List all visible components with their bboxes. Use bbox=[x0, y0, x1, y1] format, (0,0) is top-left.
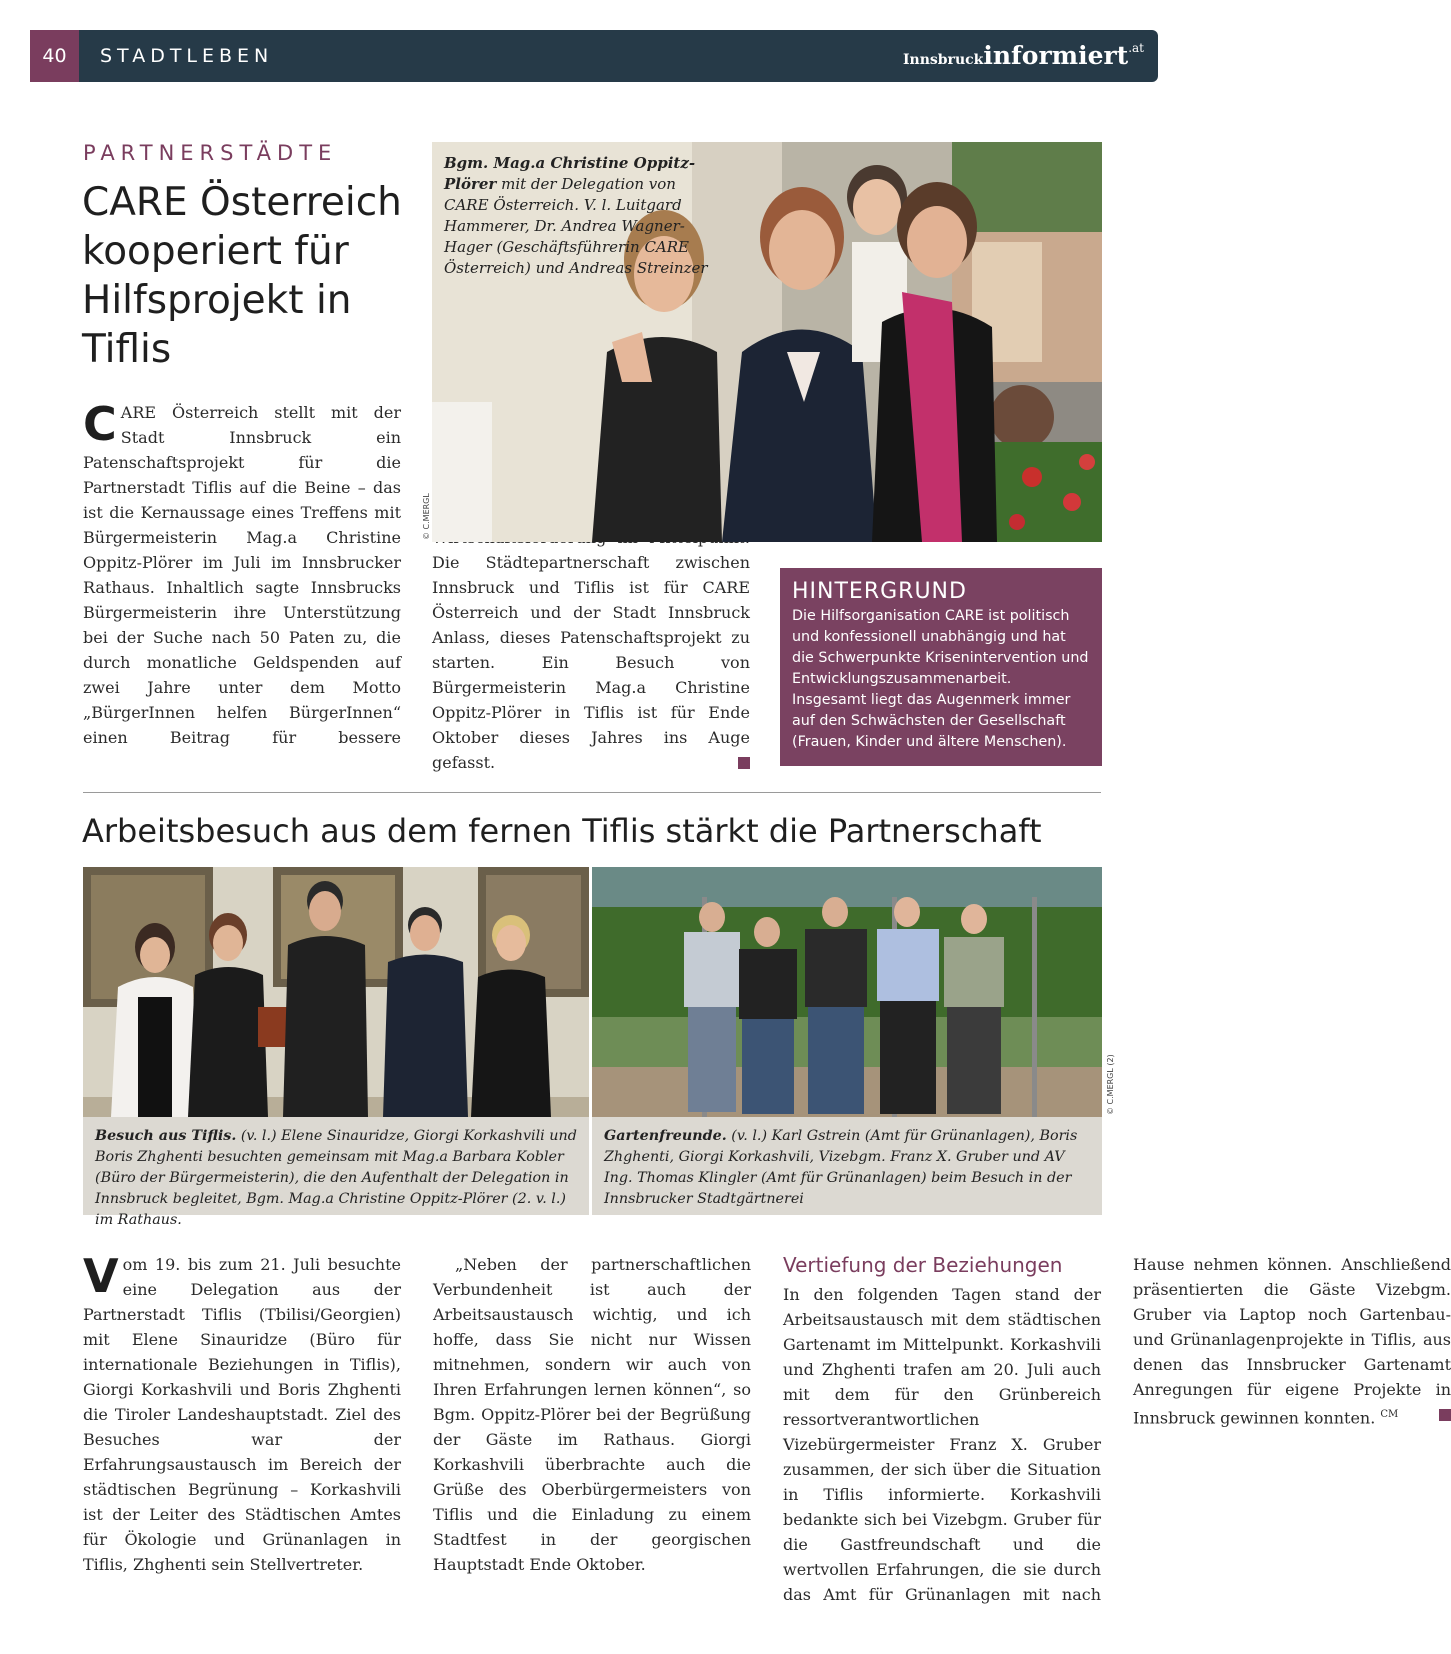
photo-caption bbox=[444, 153, 719, 279]
box-heading: HINTERGRUND bbox=[792, 579, 967, 604]
photo-credit-2: © C.MERGL (2) bbox=[1106, 1054, 1115, 1115]
photo-caption-right bbox=[592, 1117, 1102, 1215]
logo-prefix: Innsbruck bbox=[902, 52, 984, 68]
drop-cap-2: V bbox=[83, 1249, 119, 1303]
article1-text: ARE Österreich stellt mit der Stadt Innsbruck ein Patenschaftsprojekt für die Partnerstadt Tiflis auf die Beine – das ist die Kernaussage eines Treffens mit Bürgermeisterin Mag.a Christine Oppitz-Plörer im Juli im Innsbrucker Rathaus. Inhaltlich sagte Innsbrucks Bürgermeisterin ihre Unterstützung bei der Suche nach 50 Paten zu, die durch monatliche Geldspenden auf zwei Jahre unter dem Motto „BürgerInnen helfen BürgerInnen“ einen Beitrag für bessere bbox=[83, 403, 401, 747]
article2-text-1: om 19. bis zum 21. Juli besuchte eine Delegation aus der Partnerstadt Tiflis (Tbilisi/Georgien) mit Elene Sinauridze (Büro für internationale Beziehungen in Tiflis), Giorgi Korkashvili und Boris Zhghenti die Tiroler Landeshauptstadt. Ziel des Besuches war der Erfahrungsaustausch im Bereich der städtischen Begrünung – Korkashvili ist der Leiter des Städtischen Amtes für Ökologie und Grünanlagen in Tiflis, Zhghenti sein Stellvertreter. bbox=[83, 1255, 401, 1574]
article2-title: Arbeitsbesuch aus dem fernen Tiflis stärkt die Partnerschaft bbox=[82, 812, 1042, 850]
article2-text-3: In den folgenden Tagen stand der Arbeitsaustausch mit dem städtischen Gartenamt im Mittelpunkt. Korkashvili und Zhghenti trafen am 20. Juli auch mit dem für den Grünbereich ressortverantwortlichen Vizebürgermeister Franz X. Gruber zusammen, der sich über die Situation in Tiflis informierte. Korkashvili bedankte sich bei Vizebgm. Gruber für die Gastfreundschaft und die wertvollen Erfahrungen, die sie durch das Amt für Grünanlagen mit nach Hause nehmen können. Anschließend präsentierten die Gäste Vizebgm. Gruber via Laptop noch Gartenbau- und Grünanlagenprojekte in Tiflis, aus denen das Innsbrucker Gartenamt Anregungen für eigene Projekte in Innsbruck gewinnen konnten. bbox=[783, 1255, 1451, 1604]
photo-caption-left bbox=[83, 1117, 589, 1228]
drop-cap: C bbox=[83, 397, 117, 451]
background-info-box bbox=[780, 568, 1102, 766]
author-signature: CM bbox=[1380, 1409, 1399, 1420]
photo-credit: © C.MERGL bbox=[422, 493, 431, 540]
caption-text: mit der Delegation von CARE Österreich. V. l. Luitgard Hammerer, Dr. Andrea Wagner-Hager (Geschäftsführerin CARE Österreich) und Andreas Streinzer bbox=[444, 175, 708, 277]
logo-main: informiert bbox=[983, 41, 1129, 70]
photo-visit-town-hall bbox=[83, 867, 589, 1117]
section-divider bbox=[83, 792, 1101, 793]
article2-paragraph-2 bbox=[433, 1252, 751, 1577]
article-title: CARE Österreich kooperiert für Hilfsprojekt in Tiflis bbox=[82, 180, 402, 372]
page-header bbox=[30, 30, 1158, 82]
caption-right-bold: Gartenfreunde. bbox=[604, 1128, 727, 1144]
article2-text-2: „Neben der partnerschaftlichen Verbundenheit ist auch der Arbeitsaustausch wichtig, und ich hoffe, dass Sie nicht nur Wissen mitnehmen, sondern wir auch von Ihren Erfahrungen lernen können“, so Bgm. Oppitz-Plörer bei der Begrüßung der Gäste im Rathaus. Giorgi Korkashvili überbrachte auch die Grüße des Oberbürgermeisters von Tiflis und die Einladung zu einem Stadtfest in der georgischen Hauptstadt Ende Oktober. bbox=[433, 1255, 751, 1574]
section-title: STADTLEBEN bbox=[100, 45, 274, 67]
page-number: 40 bbox=[30, 30, 79, 82]
article2-paragraph-3 bbox=[783, 1252, 1451, 1612]
end-mark bbox=[738, 757, 750, 769]
caption-bold: Bgm. Mag.a Christine Oppitz-Plörer bbox=[444, 154, 696, 193]
article2-column-1 bbox=[83, 1249, 1451, 1612]
article1-text-2: Die Städtepartnerschaft zwischen Innsbruck und Tiflis ist für CARE Österreich und der Stadt Innsbruck Anlass, dieses Patenschaftsprojekt zu starten. Ein Besuch von Bürgermeisterin Mag.a Christine Oppitz-Plörer in Tiflis ist für Ende Oktober dieses Jahres ins Auge gefasst. bbox=[432, 553, 750, 772]
end-mark-2 bbox=[1439, 1409, 1451, 1421]
box-text: Die Hilfsorganisation CARE ist politisch und konfessionell unabhängig und hat die Schwerpunkte Krisenintervention und Entwicklungszusammenarbeit. Insgesamt liegt das Augenmerk immer auf den Schwächsten der Gesellschaft (Frauen, Kinder und ältere Menschen). bbox=[792, 608, 1089, 750]
article-kicker: PARTNERSTÄDTE bbox=[83, 141, 338, 165]
photo-city-nursery bbox=[592, 867, 1102, 1117]
article2-subheading: Vertiefung der Beziehungen bbox=[783, 1253, 1063, 1277]
caption-left-bold: Besuch aus Tiflis. bbox=[95, 1128, 237, 1144]
article2-paragraph-1 bbox=[83, 1249, 401, 1577]
caption-left-text: (v. l.) Elene Sinauridze, Giorgi Korkashvili und Boris Zhghenti besuchten gemeinsam mit Mag.a Barbara Kobler (Büro der Bürgermeisterin), die den Aufenthalt der Delegation in Innsbruck begleitet, Bgm. Mag.a Christine Oppitz-Plörer (2. v. l.) im Rathaus. bbox=[95, 1128, 577, 1228]
publication-logo bbox=[903, 41, 1144, 70]
logo-suffix: .at bbox=[1128, 41, 1144, 55]
caption-right-text: (v. l.) Karl Gstrein (Amt für Grünanlagen), Boris Zhghenti, Giorgi Korkashvili, Vizebgm. Franz X. Gruber und AV Ing. Thomas Klingler (Amt für Grünanlagen) beim Besuch in der Innsbrucker Stadtgärtnerei bbox=[604, 1128, 1078, 1207]
